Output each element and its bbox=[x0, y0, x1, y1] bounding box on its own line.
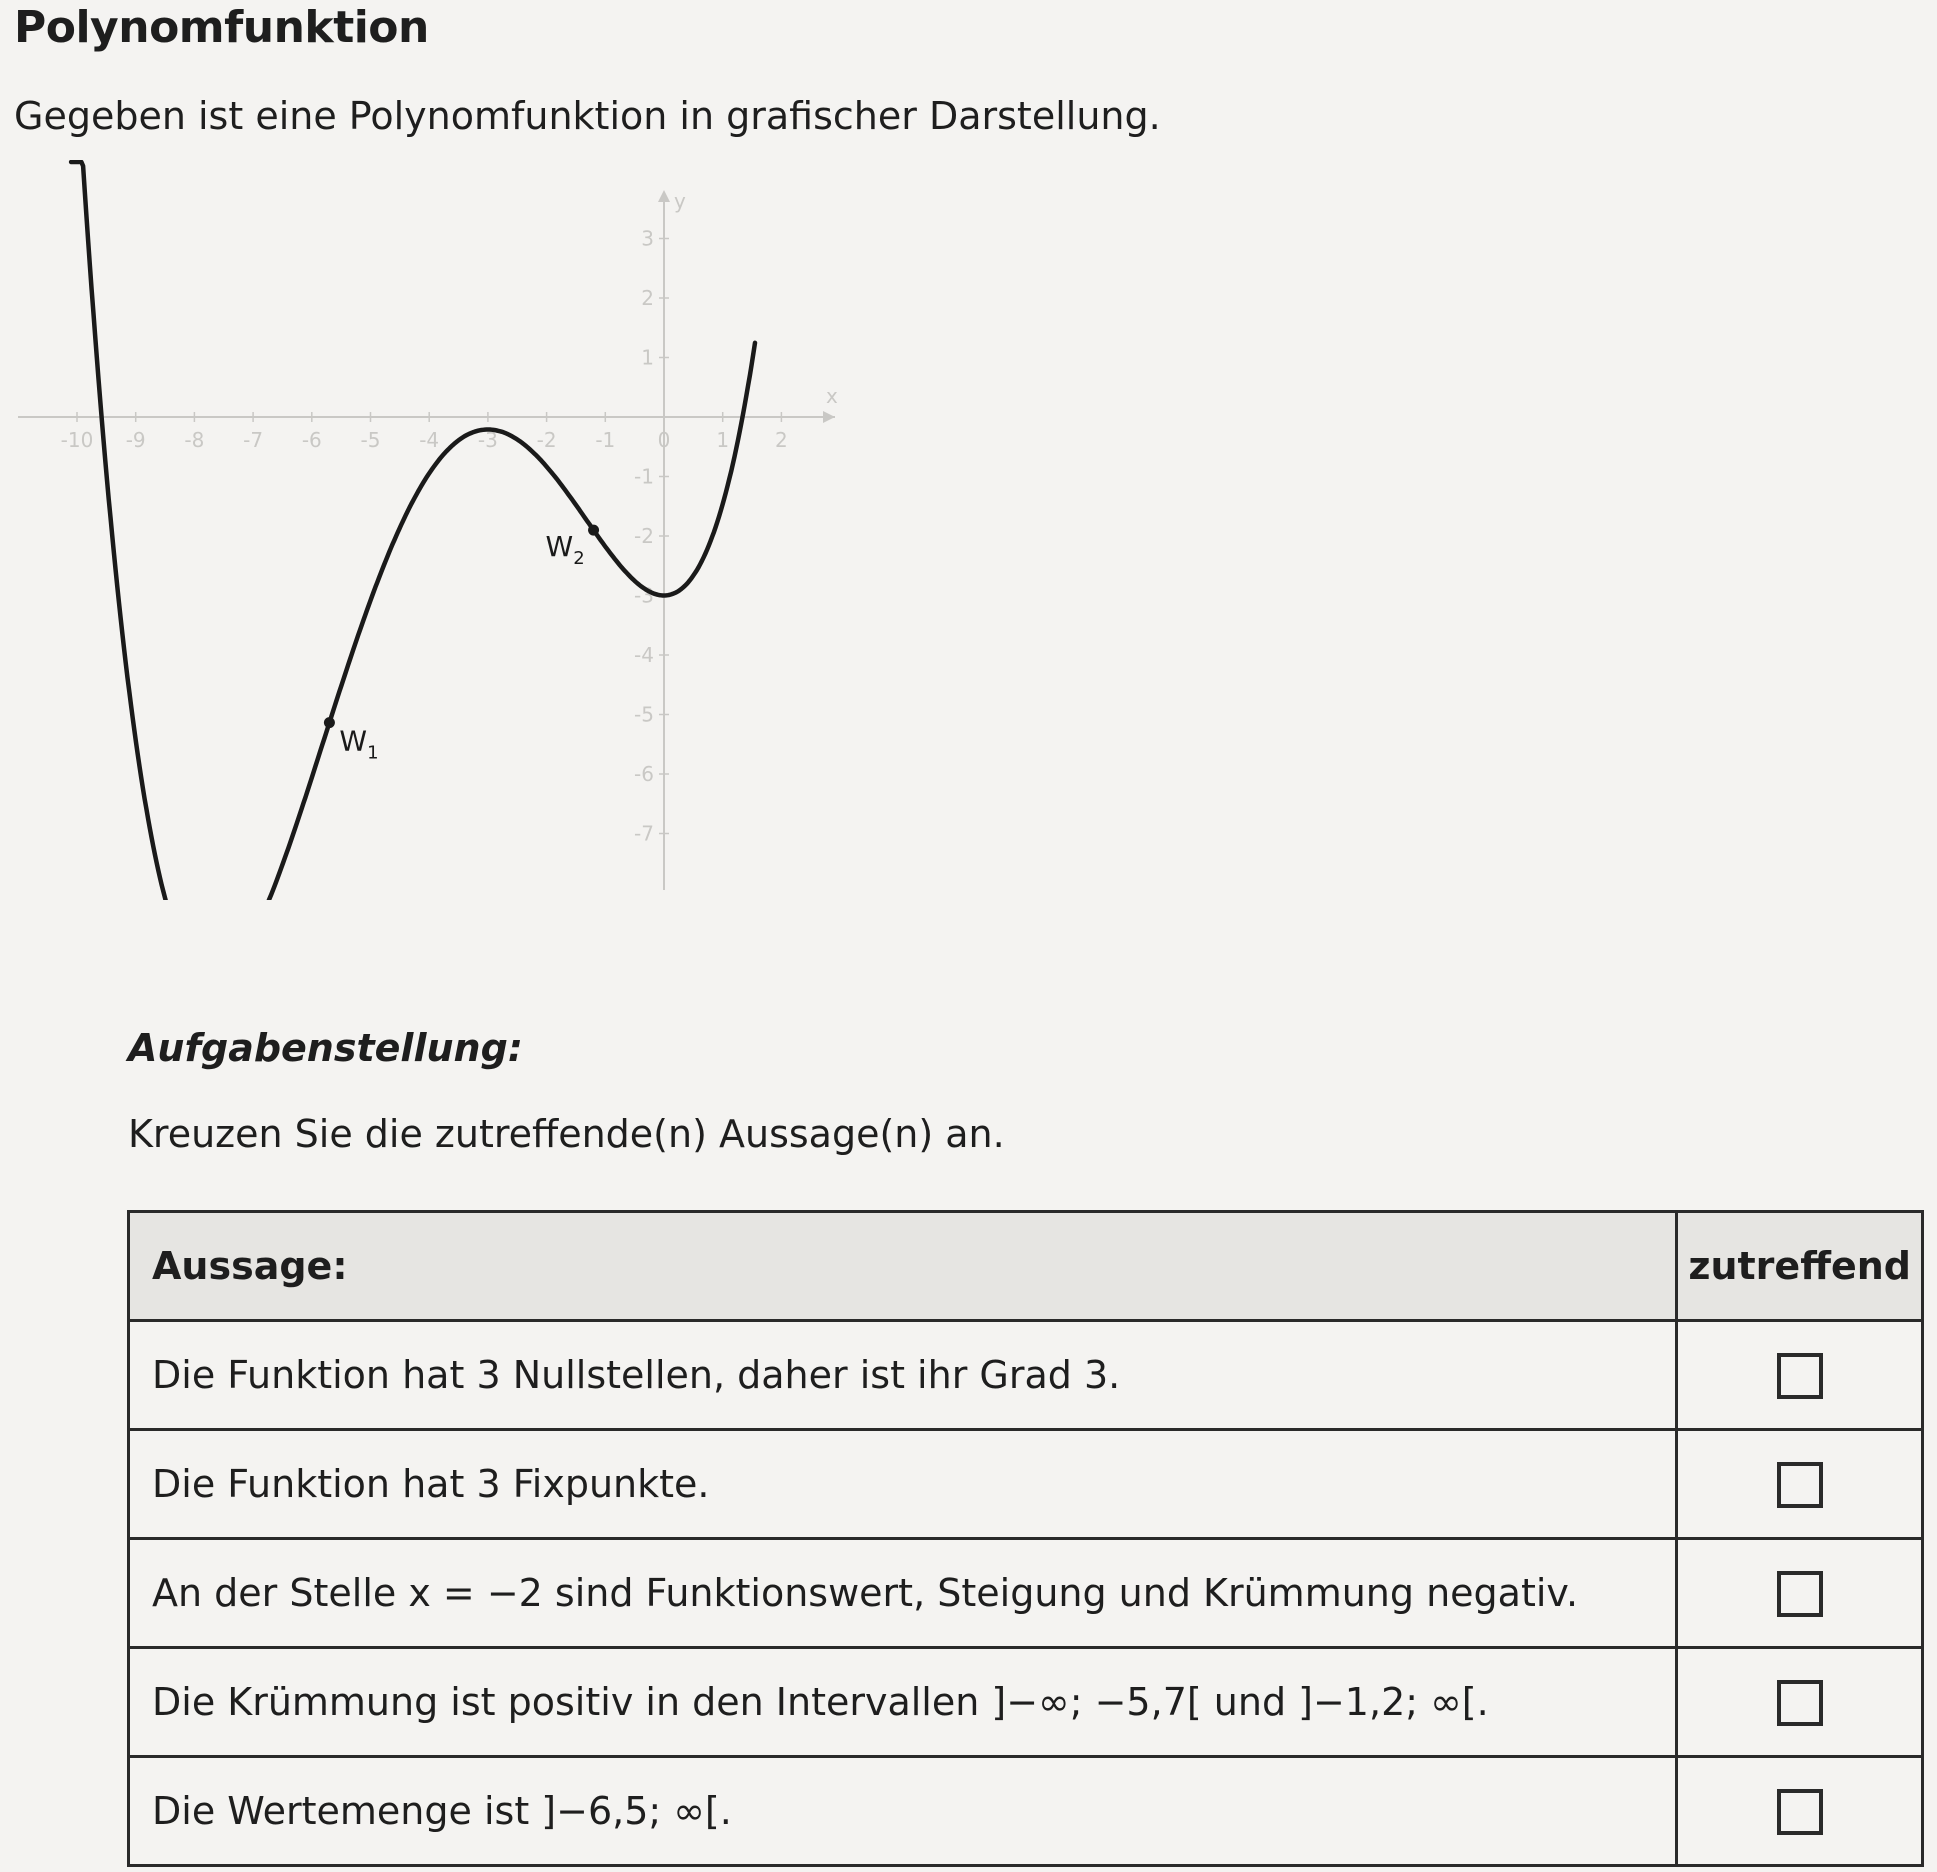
check-cell bbox=[1677, 1430, 1923, 1539]
y-axis-arrow bbox=[658, 190, 670, 202]
y-tick-label: -5 bbox=[634, 702, 654, 727]
statement-text: Die Wertemenge ist ]−6,5; ∞[. bbox=[129, 1757, 1677, 1866]
table-row bbox=[129, 1430, 1923, 1539]
x-tick-label: 1 bbox=[716, 428, 730, 452]
x-tick-label: -1 bbox=[595, 428, 616, 452]
x-tick-label: -10 bbox=[60, 428, 94, 452]
y-tick-label: -1 bbox=[634, 464, 654, 489]
y-tick-label: -7 bbox=[634, 821, 654, 846]
intro-text: Gegeben ist eine Polynomfunktion in grafischer Darstellung. bbox=[14, 94, 1161, 138]
y-tick-label: 2 bbox=[641, 286, 654, 310]
inflection-point-label: $W_1$ bbox=[339, 724, 379, 764]
statement-checkbox[interactable] bbox=[1777, 1680, 1823, 1726]
statement-text: Die Funktion hat 3 Nullstellen, daher ist ihr Grad 3. bbox=[129, 1321, 1677, 1430]
statement-checkbox[interactable] bbox=[1777, 1353, 1823, 1399]
x-tick-label: 0 bbox=[657, 428, 671, 452]
inflection-points bbox=[324, 525, 599, 764]
x-tick-label: -5 bbox=[360, 428, 381, 452]
x-tick-label: 2 bbox=[775, 428, 788, 452]
check-cell bbox=[1677, 1321, 1923, 1430]
x-tick-label: -3 bbox=[477, 428, 498, 452]
function-graph bbox=[0, 160, 860, 900]
y-tick-label: 3 bbox=[641, 226, 654, 251]
page-title: Polynomfunktion bbox=[14, 2, 429, 53]
table-header-row bbox=[129, 1212, 1923, 1321]
table-row bbox=[129, 1757, 1923, 1866]
check-cell bbox=[1677, 1648, 1923, 1757]
statement-checkbox[interactable] bbox=[1777, 1462, 1823, 1508]
check-cell bbox=[1677, 1757, 1923, 1866]
header-check: zutreffend bbox=[1677, 1212, 1923, 1321]
statement-table bbox=[127, 1210, 1924, 1867]
x-axis-arrow bbox=[823, 411, 835, 423]
statement-text: An der Stelle x = −2 sind Funktionswert, Steigung und Krümmung negativ. bbox=[129, 1539, 1677, 1648]
y-axis-label: y bbox=[674, 189, 686, 213]
statement-checkbox[interactable] bbox=[1777, 1789, 1823, 1835]
x-tick-label: -7 bbox=[243, 428, 264, 452]
y-tick-label: 1 bbox=[641, 345, 654, 370]
inflection-point-subscript: 1 bbox=[367, 742, 379, 764]
statement-text: Die Krümmung ist positiv in den Intervallen ]−∞; −5,7[ und ]−1,2; ∞[. bbox=[129, 1648, 1677, 1757]
x-axis-label: x bbox=[826, 384, 838, 408]
table-row bbox=[129, 1539, 1923, 1648]
y-tick-label: -2 bbox=[634, 524, 654, 548]
statement-checkbox[interactable] bbox=[1777, 1571, 1823, 1617]
x-tick-label: -2 bbox=[536, 428, 557, 452]
task-instruction: Kreuzen Sie die zutreffende(n) Aussage(n) an. bbox=[128, 1112, 1005, 1156]
table-row bbox=[129, 1321, 1923, 1430]
inflection-point-marker bbox=[588, 525, 599, 536]
statement-text: Die Funktion hat 3 Fixpunkte. bbox=[129, 1430, 1677, 1539]
inflection-point-marker bbox=[324, 717, 335, 728]
task-heading: Aufgabenstellung: bbox=[128, 1026, 523, 1070]
axis-ticks bbox=[61, 227, 788, 846]
x-tick-label: -6 bbox=[301, 428, 322, 452]
y-tick-label: -3 bbox=[634, 583, 654, 608]
inflection-point-subscript: 2 bbox=[573, 548, 585, 570]
y-tick-label: -4 bbox=[634, 643, 654, 667]
inflection-point-label: $W_2$ bbox=[545, 530, 585, 570]
header-statement: Aussage: bbox=[129, 1212, 1677, 1321]
y-tick-label: -6 bbox=[634, 762, 654, 786]
x-tick-label: -4 bbox=[419, 428, 440, 452]
x-tick-label: -8 bbox=[184, 428, 205, 452]
table-row bbox=[129, 1648, 1923, 1757]
x-tick-label: -9 bbox=[125, 428, 146, 452]
check-cell bbox=[1677, 1539, 1923, 1648]
